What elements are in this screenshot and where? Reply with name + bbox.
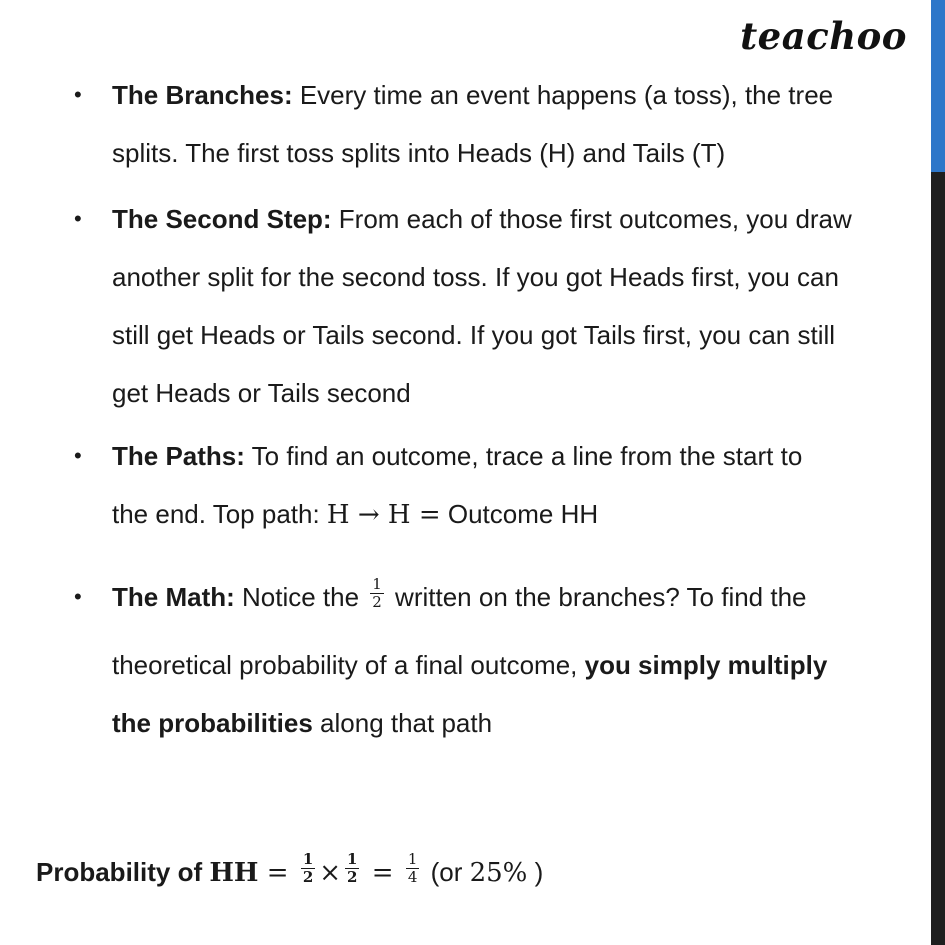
bullet-line: still get Heads or Tails second. If you got Tails first, you can still: [112, 320, 836, 350]
bullet-second-step: [74, 190, 932, 422]
bullet-dot: •: [74, 82, 82, 107]
fraction-denominator: 2: [347, 867, 358, 886]
probability-statement: [36, 843, 543, 902]
path-math: H → H =: [326, 500, 441, 530]
fraction-denominator: 2: [372, 592, 382, 611]
equals-sign: =: [363, 858, 402, 888]
bullet-branches: [74, 66, 932, 182]
fraction-numerator: 1: [302, 849, 314, 868]
bullet-text: along that path: [312, 708, 493, 738]
bullet-line: [112, 694, 932, 752]
paren-text: (or: [423, 857, 470, 887]
bullet-text: the end. Top path:: [112, 499, 327, 529]
fraction-one-half: [345, 851, 359, 886]
bullet-line: get Heads or Tails second: [112, 378, 411, 408]
bullet-label: The Branches:: [112, 80, 293, 110]
bullet-line: [112, 66, 932, 124]
bullet-line: [112, 190, 932, 248]
bullet-line: another split for the second toss. If you got Heads first, you can: [112, 262, 839, 292]
bullet-bold-text: you simply multiply: [584, 650, 828, 680]
right-edge-accent: [931, 0, 945, 172]
probability-label: Probability of: [36, 857, 210, 887]
bullet-text: From each of those first outcomes, you draw: [331, 204, 852, 234]
fraction-one-half: [301, 851, 315, 886]
bullet-dot: •: [74, 206, 82, 231]
bullet-math: [74, 568, 932, 752]
fraction-one-quarter: [406, 851, 420, 886]
bullet-text: written on the branches? To find the: [387, 582, 807, 612]
bullet-line: [112, 485, 932, 544]
teachoo-logo: teachoo: [740, 14, 907, 58]
bullet-label: The Math:: [112, 582, 235, 612]
bullet-text: Notice the: [234, 582, 367, 612]
times-sign: ×: [319, 858, 342, 888]
fraction-denominator: 2: [302, 867, 314, 886]
paren-text: ): [527, 857, 544, 887]
bullet-text: theoretical probability of a final outcome,: [112, 650, 585, 680]
fraction-numerator: 1: [407, 849, 418, 868]
bullet-label: The Paths:: [112, 441, 245, 471]
fraction-numerator: 1: [347, 849, 358, 868]
bullet-line: [112, 636, 932, 694]
bullet-bold-text: the probabilities: [112, 708, 313, 738]
percent-value: 25%: [469, 858, 528, 888]
bullet-dot: •: [74, 584, 82, 609]
bullet-dot: •: [74, 443, 82, 468]
half-fraction: [370, 576, 384, 611]
fraction-numerator: 1: [372, 574, 382, 593]
bullet-paths: [74, 427, 932, 544]
bullet-line: [112, 568, 932, 626]
outcome-hh: HH: [209, 858, 259, 888]
equals-sign: =: [258, 858, 297, 888]
fraction-denominator: 4: [407, 867, 418, 886]
bullet-label: The Second Step:: [112, 204, 332, 234]
bullet-text: Every time an event happens (a toss), the tree: [292, 80, 834, 110]
bullet-line: [112, 427, 932, 485]
bullet-line: splits. The first toss splits into Heads (H) and Tails (T): [112, 138, 726, 168]
bullet-text: To find an outcome, trace a line from the start to: [244, 441, 803, 471]
bullet-text: Outcome HH: [440, 499, 599, 529]
